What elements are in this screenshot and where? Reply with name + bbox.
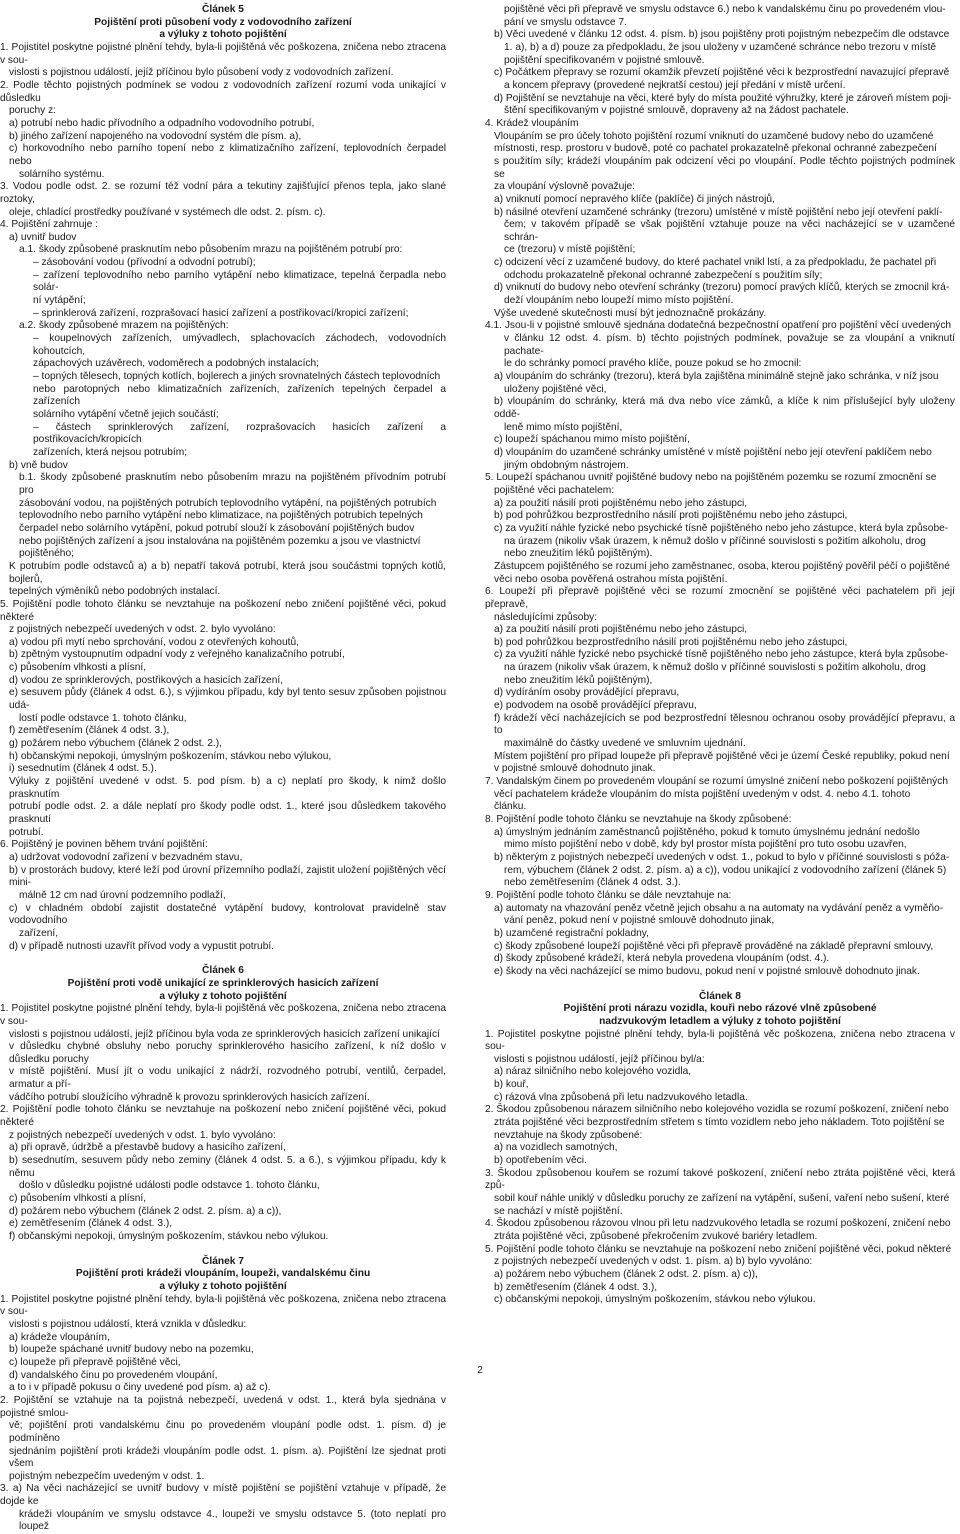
text-line: odchodu prokazatelně překonal ochranné zabezpečení s použitím síly; [504,269,823,281]
text-line: 5. Pojištění podle tohoto článku se nevztahuje na poškození nebo zničení pojištěné věci, pokud některé [485,1243,952,1255]
text-line: pojistným nebezpečím uvedeným v odst. 1. [9,1470,205,1482]
text-line: uloženy pojištěné věci, [504,383,607,395]
text-line: b) násilné otevření uzamčené schránky (trezoru) umístěné v místě pojištění nebo její otevření paklí- [494,206,943,218]
text-line: zápachových uzávěrech, vodoměrech a podobných instalacích; [33,358,319,370]
text-line: d) vandalského činu po provedeném vloupání, [9,1369,218,1381]
right-column [485,4,955,1307]
text-line: 6. Loupeží při přepravě pojištěné věci se rozumí zmocnění se pojištěné věci pachatelem při její přepravě, [485,586,955,610]
text-line: b) některým z pojistných nebezpečí uvedených v odst. 1., pokud to bylo v příčinné souvislosti s póža- [494,851,950,863]
article-heading-line: Pojištění proti působení vody z vodovodního zařízení [94,16,352,28]
text-line: c) v chladném období zajistit dostatečné vytápění budovy, kontrolovat pravidelně stav vodovodního [9,902,446,927]
text-line: b) uzamčené registrační pokladny, [494,927,649,939]
article-heading-line: Článek 5 [202,4,244,15]
text-line: e) zemětřesením (článek 4 odst. 3.), [9,1218,173,1230]
text-line: ní vytápění; [33,295,86,307]
article-heading-line: Článek 6 [202,965,244,977]
article-heading-line: nadzvukovým letadlem a výluky z tohoto pojištění [599,1015,841,1027]
text-line: a) vloupáním do schránky (trezoru), která byla zajištěna minimálně stejně jako schránka, v níž jsou [494,371,939,383]
text-line: rem, výbuchem (článek 2 odst. 2. písm. a) a c)), vodou unikající z vodovodního zařízení (článek 5) [504,864,947,876]
text-line: f) občanskými nepokoji, úmyslným poškozením, stávkou nebo výlukou. [9,1231,329,1242]
text-line: c) působením vlhkosti a plísní, [9,1193,147,1205]
text-line: ztráta pojištěné věci bezprostředním střetem s tímto vozidlem nebo jeho nákladem. Toto pojištění se [494,1117,945,1129]
text-line: na úrazem (nikoliv však úrazem, k němuž došlo v příčinné souvislosti s požitím alkoholu, drog [504,662,926,674]
text-line: b) pod pohrůžkou bezprostředního násilí proti pojištěnému nebo jeho zástupci, [494,636,848,648]
text-line: d) škody způsobené krádeží, která nebyla provedena vloupáním (odst. 4.). [494,953,830,965]
text-line: pání ve smyslu odstavce 7. [504,16,627,28]
text-line: le do schránky pomocí pravého klíče, pouze pokud se ho zmocnil: [504,358,802,370]
text-line: d) vydíráním osoby provádějící přepravu, [494,687,680,699]
text-line: 3. Škodou způsobenou kouřem se rozumí takové poškození, zničení nebo ztráta pojištěné věci, která způ- [485,1167,955,1192]
text-line: a) při opravě, údržbě a přestavbě budovy a hasicího zařízení, [9,1142,286,1154]
text-line: – sprinklerová zařízení, rozprašovací hasicí zařízení a postřikovací/kropicí zařízení; [33,307,409,319]
text-line: solárního systému. [19,168,105,180]
text-line: 2. Podle těchto pojistných podmínek se vodou z vodovodních zařízení rozumí voda unikající v důsledku [0,79,446,104]
text-line: d) vodou ze sprinklerových, postřikových a hasicích zařízení, [9,674,284,686]
text-line: h) občanskými nepokoji, úmyslným poškozením, stávkou nebo výlukou, [9,750,332,762]
text-line: c) rázová vlna způsobená při letu nadzvukového letadla. [494,1091,748,1103]
text-line: Místem pojištění pro případ loupeže při přepravě pojištěné věci je území České republiky, pokud není [494,750,950,762]
text-line: sobil kouř náhle uniklý v důsledku poruchy ze zařízení na vytápění, sušení, vaření nebo sušení, které [494,1193,950,1205]
text-line: c) loupeže při přepravě pojištěné věci, [9,1356,181,1368]
text-line: 2. Pojištění podle tohoto článku se nevztahuje na poškození nebo zničení pojištěné věci, pokud některé [0,1104,446,1129]
text-line: b) vně budov [9,459,68,471]
text-line: e) sesuvem půdy (článek 4 odst. 6.), s výjimkou případu, kdy byl tento sesuv způsoben pojistnou udá- [9,687,446,712]
text-line: Výluky z pojištění uvedené v odst. 5. pod písm. b) a c) neplatí pro škody, k nimž došlo prasknutím [9,776,446,800]
text-line: vání peněz, pokud není v pojistné smlouvě dohodnuto jinak, [504,915,775,927]
text-line: b) pod pohrůžkou bezprostředního násilí proti pojištěnému nebo jeho zástupci, [494,510,848,522]
text-line: z pojistných nebezpečí uvedených v odst. 2. bylo vyvoláno: [9,624,276,636]
text-line: tepelných výměníků nebo podobných instalací. [9,586,221,598]
text-line: štění specifikovaným v pojistné smlouvě, dopraveny až na žádost pachatele. [504,105,849,117]
text-line: za vloupání výslovně považuje: [494,181,636,193]
text-line: došlo v důsledku pojistné události podle odstavce 1. tohoto článku, [19,1180,320,1192]
text-line: teplovodního nebo parního vytápění nebo klimatizace, na pojištěných potrubích tepelných [19,510,423,522]
text-line: potrubí. [9,826,44,838]
text-line: následujícími způsoby: [494,611,598,623]
text-line: f) zemětřesením (článek 4 odst. 3.), [9,725,170,737]
text-line: a.1. škody způsobené prasknutím nebo působením mrazu na pojištěném potrubí pro: [19,244,403,256]
text-line: čem; v takovém případě se však pojištění vztahuje pouze na věci nacházející se v uzamčené schrán- [504,219,955,243]
text-line: na úrazem (nikoliv však úrazem, k němuž došlo v příčinné souvislosti s požitím alkoholu, drog [504,535,926,547]
text-line: v pojistné smlouvě dohodnuto jinak. [494,763,656,775]
text-line: maximálně do částky uvedené ve smluvním ujednání. [504,738,746,750]
text-line: s použitím síly; krádeží vloupáním pak odcizení věci po vloupání. Podle těchto pojistných podmínek se [494,155,955,180]
article-heading-line: Článek 7 [202,1255,244,1267]
text-line: g) požárem nebo výbuchem (článek 2 odst. 2.), [9,738,222,750]
text-line: vislosti s pojistnou událostí, jejíž příčinou byla voda ze sprinklerových hasicích zařízení unikající [9,1028,440,1040]
text-line: zařízeních, která nejsou potrubím; [33,446,188,458]
article-heading-line: Pojištění proti krádeži vloupáním, loupeži, vandalskému činu [75,1268,371,1280]
text-line: 1. Pojistitel poskytne pojistné plnění tehdy, byla-li pojištěná věc poškozena, zničena nebo ztracena v sou- [0,41,446,66]
text-line: a to i v případě pokusu o činy uvedené pod písm. a) až c). [9,1382,271,1394]
text-line: místnosti, resp. prostoru v budově, poté co pachatel prokazatelně překonal ochranné zabezpečení [494,143,937,155]
text-line: Zástupcem pojištěného se rozumí jeho zaměstnanec, osoba, kterou pojištěný pověřil péčí o pojištěné [494,560,950,572]
text-line: b) kouř, [494,1079,529,1091]
text-line: nebo zemětřesením (článek 4 odst. 3.). [504,877,681,889]
text-line: c) Počátkem přepravy se rozumí okamžik převzetí pojištěné věci k bezprostřední navazující přepravě [494,67,950,79]
text-line: málně 12 cm nad úrovní podzemního podlaží, [19,889,226,901]
text-line: c) působením vlhkosti a plísní, [9,662,147,674]
article-heading-line: Pojištění proti nárazu vozidla, kouři nebo rázové vlně způsobené [563,1003,877,1015]
text-line: K potrubím podle odstavců a) a b) nepatří taková potrubí, která jsou součástmi topných kotlů, bojlerů, [9,560,446,585]
text-line: d) vniknutí do budovy nebo otevření schránky (trezoru) pomocí pravých klíčů, kterých se zmocnil krá- [494,282,950,294]
text-line: b) v prostorách budovy, které leží pod úrovní přízemního podlaží, zajistit uložení pojištěných věcí mini- [9,864,446,889]
text-line: z pojistných nebezpečí uvedených v odst. 1. bylo vyvoláno: [9,1129,276,1141]
text-line: leně mimo místo pojištění, [504,421,623,433]
text-line: ce (trezoru) v místě pojištění; [504,244,636,256]
text-line: lostí podle odstavce 1. tohoto článku, [19,712,187,724]
text-line: a) vniknutí pomocí nepravého klíče (paklíče) či jiných nástrojů, [494,193,775,205]
text-line: nebo zneužitím léků pojištěným). [504,548,653,560]
text-line: pojištěné věci pachatelem: [494,484,615,496]
text-line: a) automaty na vhazování peněz včetně jejich obsahu a na automaty na vydávání peněz a vyměňo- [494,902,944,914]
text-line: d) v případě nutnosti uzavřít přívod vody a vypustit potrubí. [9,940,275,952]
text-line: d) požárem nebo výbuchem (článek 2 odst. 2. písm. a) a c)), [9,1205,282,1217]
text-line: vádčího potrubí sloužícího výhradně k provozu sprinklerových hasicích zařízení. [9,1091,370,1103]
text-line: sjednáním pojištění proti krádeži vloupáním podle odst. 1. písm. a). Pojištění lze sjednat proti všem [9,1445,446,1470]
text-line: e) podvodem na osobě provádějící přepravu, [494,700,697,712]
text-line: 1. Pojistitel poskytne pojistné plnění tehdy, byla-li pojištěná věc poškozena, zničena nebo ztracena v sou- [0,1003,446,1027]
text-line: c) horkovodního nebo parního topení nebo z klimatizačního zařízení, teplovodních čerpadel nebo [9,143,446,167]
text-line: poruchy z: [9,105,56,117]
text-line: 7. Vandalským činem po provedeném vloupání se rozumí úmyslné zničení nebo poškození pojištěných [485,776,949,788]
text-line: krádeži vloupáním ve smyslu odstavce 4., loupeži ve smyslu odstavce 5. (toto neplatí pro loupež [19,1508,446,1533]
text-line: a) krádeže vloupáním, [9,1331,110,1343]
text-line: 3. a) Na věci nacházející se uvnitř budovy v místě pojištění se pojištění vztahuje v případě, že dojde ke [0,1483,446,1508]
text-line: e) škody na věci nacházející se mimo budovu, pokud není v pojistné smlouvě dohodnuto jinak. [494,965,920,977]
text-line: solárního vytápění včetně jejich součástí; [33,409,219,420]
text-line: b) zpětným vystoupnutím odpadní vody z veřejného kanalizačního potrubí, [9,649,345,661]
text-line: vě; pojištění proti vandalskému činu po provedeném vloupání podle odst. 1. písm. d) je podmíněno [9,1420,446,1444]
text-line: pojištěné věci při přepravě ve smyslu odstavce 6.) nebo k vandalskému činu po provedeném vlou- [504,4,946,15]
text-line: a) za použití násilí proti pojištěnému nebo jeho zástupci, [494,624,748,636]
text-line: v článku 12 odst. 4. písm. b) těchto pojistných podmínek, považuje se za vloupání a vniknutí pachate- [504,333,955,357]
text-line: 6. Pojištěný je povinen během trvání pojištění: [0,839,208,851]
text-line: a) uvnitř budov [9,231,77,243]
text-line: jiným obdobným nástrojem. [504,459,629,471]
text-line: se nachází v místě pojištění. [494,1205,623,1217]
article-heading-line: a výluky z tohoto pojištění [159,29,287,41]
text-line: ztráta pojištěné věci, způsobené překročením zvukové bariéry letadlem. [494,1231,818,1242]
text-line: b) zemětřesením (článek 4 odst. 3.), [494,1281,658,1293]
text-line: b) vloupáním do schránky, která má dva nebo více zámků, a klíče k nim příslušející byly uloženy oddě- [494,396,955,420]
text-line: a) udržovat vodovodní zařízení v bezvadném stavu, [9,851,243,863]
text-line: c) občanskými nepokoji, úmyslným poškozením, stávkou nebo výlukou. [494,1294,816,1306]
text-line: nebo parotopných nebo klimatizačních zařízeních, zařízeních tepelných čerpadel a zařízeních [33,383,446,408]
text-line: – zásobování vodou (přívodní a odvodní potrubí); [33,257,256,269]
left-column [0,4,446,1534]
text-line: z pojistných nebezpečí uvedených v odst. 1. písm. a) b) bylo vyvoláno: [494,1256,813,1268]
text-line: b) Věci uvedené v článku 12 odst. 4. písm. b) jsou pojištěny proti pojistným nebezpečím dle odstavce [494,29,950,41]
text-line: deží vloupáním nebo loupeží mimo místo pojištění. [504,295,734,307]
text-line: 8. Pojištění podle tohoto článku se nevztahuje na škody způsobené: [485,814,792,825]
text-line: a) náraz silničního nebo kolejového vozidla, [494,1066,692,1078]
text-line: c) odcizení věcí z uzamčené budovy, do které pachatel vnikl lstí, a za předpokladu, že pachatel při [494,257,937,269]
text-line: 1. a), b) a d) pouze za předpokladu, že jsou uloženy v uzamčené schránce nebo trezoru v místě [504,41,937,53]
text-line: 4. Pojištění zahrnuje : [0,219,98,231]
text-line: a) úmyslným jednáním zaměstnanců pojištěného, pokud k tomuto úmyslnému jednání nedošlo [494,826,920,838]
text-line: b) sesednutím, sesuvem půdy nebo zeminy (článek 4 odst. 5. a 6.), s výjimkou případu, kdy k němu [9,1155,446,1179]
text-line: zařízení, [19,927,59,939]
page-number: 2 [477,1365,483,1376]
article-heading-line: Článek 8 [699,990,741,1002]
text-line: 9. Pojištění podle tohoto článku se dále nevztahuje na: [485,889,732,901]
text-line: d) Pojištění se nevztahuje na věci, které byly do místa použité výhružky, které je zároveň místem poji- [494,92,952,104]
text-line: – koupelnových zařízeních, umývadlech, splachovacích záchodech, vodovodních kohoutcích, [33,333,446,357]
text-line: potrubí podle odst. 2. a dále neplatí pro škody podle odst. 1., které jsou důsledkem takového prasknutí [9,801,446,825]
text-line: věcí pachatelem krádeže vloupáním do místa pojištění uvedeným v odst. 4. nebo 4.1. tohoto [494,788,911,800]
article-heading-line: a výluky z tohoto pojištění [159,990,287,1002]
text-line: 5. Pojištění podle tohoto článku se nevztahuje na poškození nebo zničení pojištěné věci, pokud některé [0,598,446,623]
text-line: pojištění specifikovaném v pojistné smlouvě. [504,54,705,66]
text-line: a koncem přepravy (provedené nejkratší cestou) její předání v místě určení. [504,79,846,91]
article-heading-line: a výluky z tohoto pojištění [159,1280,287,1292]
text-line: pojištěného; [19,548,74,560]
text-line: 1. Pojistitel poskytne pojistné plnění tehdy, byla-li pojištěná věc poškozena, zničena nebo ztracena v sou- [485,1028,955,1053]
text-line: b.1. škody způsobené prasknutím nebo působením mrazu na pojištěném přívodním potrubí pro [19,472,446,496]
text-line: b) jiného zařízení napojeného na vodovodní systém dle písm. a), [9,130,302,142]
article-heading-line: Pojištění proti vodě unikající ze sprinklerových hasicích zařízení [67,977,379,989]
text-line: nebo pojištěných zařízení a jsou instalována na pojištěném pozemku a jsou ve vlastnictví [19,535,421,547]
text-line: f) krádeží věcí nacházejících se pod bezprostřední tělesnou ochranou osoby provádějící přepravu, a to [494,712,955,737]
text-line: a) na vozidlech samotných, [494,1142,618,1154]
text-line: c) za využití náhle fyzické nebo psychické tísně pojištěného nebo jeho zástupce, která byla způsobe- [494,522,949,534]
text-line: c) loupeží spáchanou mimo místo pojištění, [494,434,690,446]
text-line: 5. Loupeží spáchanou uvnitř pojištěné budovy nebo na pojištěném pozemku se rozumí zmocnění se [485,472,937,484]
text-line: vislosti s pojistnou událostí, jejíž příčinou bylo působení vody z vodovodních zařízení. [9,67,394,79]
text-line: a.2. škody způsobené mrazem na pojištěných: [19,320,229,332]
text-line: – částech sprinklerových zařízení, rozprašovacích hasicích zařízení a postřikovacích/kropicích [33,421,446,446]
text-line: oleje, chladící prostředky používané v systémech dle odst. 2. písm. c). [9,206,326,218]
text-line: čerpadel nebo solárního vytápění, pokud potrubí slouží k zásobování pojištěných budov [19,522,415,534]
text-line: c) škody způsobené loupeží pojištěné věci při přepravě prováděné na základě přepravní smlouvy, [494,940,934,952]
text-line: vislosti s pojistnou událostí, která vznikla v důsledku: [9,1318,247,1330]
text-line: v místě pojištění. Musí jít o vodu unikající z nádrží, rozvodného potrubí, ventilů, čerpadel, armatur a pří- [9,1066,446,1091]
text-line: d) vloupáním do uzamčené schránky umístěné v místě pojištění nebo její otevření paklíčem nebo [494,446,932,458]
text-line: 2. Škodou způsobenou nárazem silničního nebo kolejového vozidla se rozumí poškození, zničení nebo [485,1104,949,1116]
text-line: Výše uvedené skutečnosti musí být jednoznačně prokázány. [494,307,767,319]
text-line: c) za využití náhle fyzické nebo psychické tísně pojištěného nebo jeho zástupce, která byla způsobe- [494,649,949,661]
text-line: vislosti s pojistnou událostí, jejíž příčinou byl/a: [494,1053,705,1065]
text-line: článku. [494,801,527,813]
text-line: b) loupeže spáchané uvnitř budovy nebo na pozemku, [9,1344,254,1356]
text-line: v důsledku chybné obsluhy nebo poruchy sprinklerového hasicího zařízení, k níž došlo v důsledku poruchy [9,1041,446,1065]
text-line: nebo zneužitím léků pojištěným), [504,674,653,686]
text-line: mimo místo pojištění nebo v době, kdy byl prostor místa pojištění pro tuto osobu uzavřen, [504,839,907,851]
text-line: 4. Krádež vloupáním [485,117,579,129]
text-line: a) za použití násilí proti pojištěnému nebo jeho zástupci, [494,497,748,509]
text-line: 3. Vodou podle odst. 2. se rozumí též vodní pára a tekutiny zajišťující přenos tepla, jako slané roztoky, [0,181,446,205]
text-line: b) opotřebením věci. [494,1155,587,1167]
text-line: Vloupáním se pro účely tohoto pojištění rozumí vniknutí do uzamčené budovy nebo do uzamčené [494,130,934,142]
text-line: zásobování vodou, na pojištěných potrubích teplovodního vytápění, na pojištěných potrubích [19,497,437,509]
text-line: – zařízení teplovodního nebo parního vytápění nebo klimatizace, tepelná čerpadla nebo solár- [33,269,446,294]
text-line: 1. Pojistitel poskytne pojistné plnění tehdy, byla-li pojištěná věc poškozena, zničena nebo ztracena v sou- [0,1293,446,1318]
text-line: i) sesednutím (článek 4 odst. 5.). [9,763,157,775]
text-line: a) potrubí nebo hadic přívodního a odpadního vodovodního potrubí, [9,117,315,129]
text-line: věci nebo osoba pověřená ostrahou místa pojištění. [494,573,728,585]
text-line: a) vodou při mytí nebo sprchování, vodou z otevřených kohoutů, [9,636,299,648]
text-line: 4.1. Jsou-li v pojistné smlouvě sjednána dodatečná bezpečnostní opatření pro pojištění věcí uvedených [485,320,952,332]
text-line: 4. Škodou způsobenou rázovou vlnou při letu nadzvukového letadla se rozumí poškození, zničení nebo [485,1218,951,1230]
text-line: a) požárem nebo výbuchem (článek 2 odst. 2. písm. a) c)), [494,1268,758,1280]
text-line: 2. Pojištění se vztahuje na ta pojistná nebezpečí, uvedená v odst. 1., která byla sjednána v pojistné smlou- [0,1394,446,1419]
text-line: nevztahuje na škody způsobené: [494,1129,643,1141]
text-line: – topných tělesech, topných kotlích, bojlerech a jiných srovnatelných částech teplovodních [33,371,441,383]
